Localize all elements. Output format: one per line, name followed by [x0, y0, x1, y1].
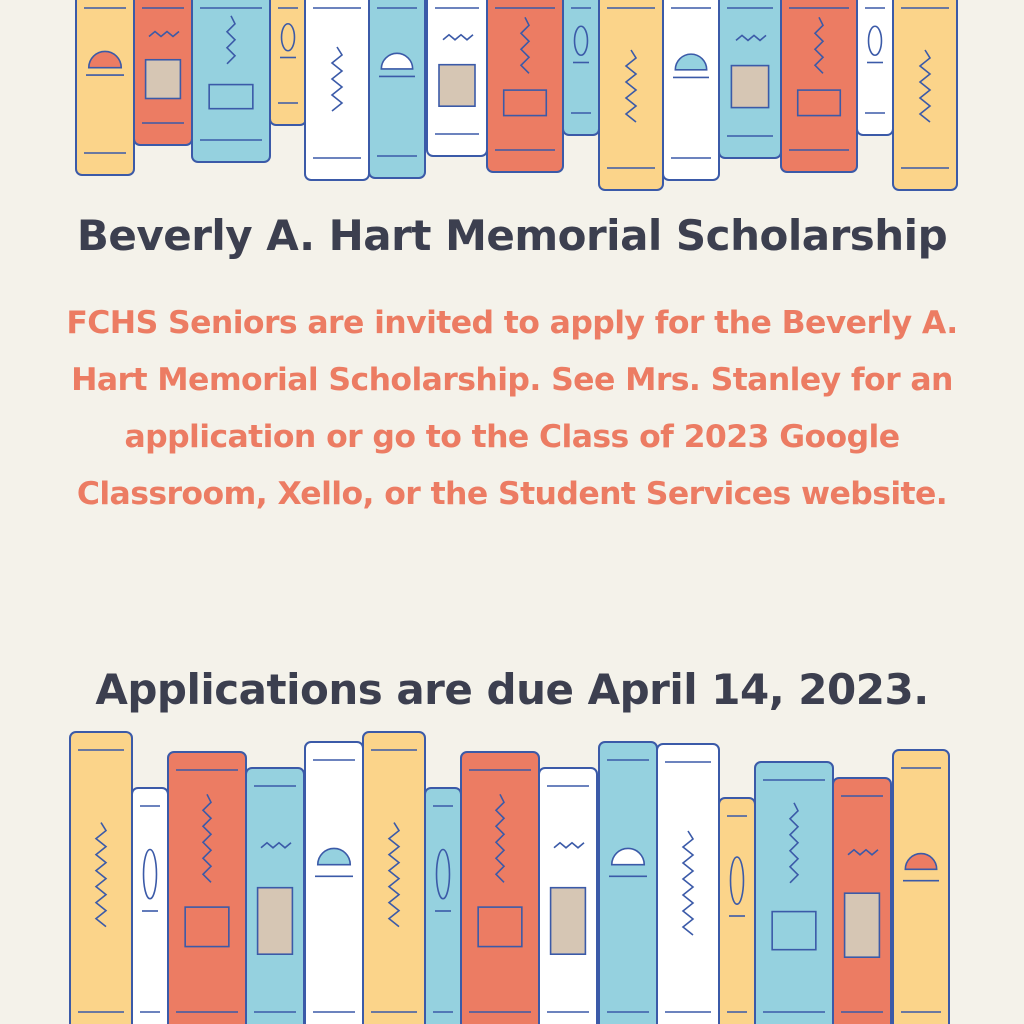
book-spine [719, 0, 781, 158]
book-spine [246, 768, 304, 1024]
book-spine [539, 768, 597, 1024]
book-spine [857, 0, 893, 135]
book-spine [270, 0, 306, 125]
page-title: Beverly A. Hart Memorial Scholarship [76, 211, 948, 260]
book-spine [132, 788, 168, 1024]
book-spine [657, 744, 719, 1024]
top-books-svg [0, 0, 1024, 195]
book-spine [755, 762, 833, 1024]
book-spine [425, 788, 461, 1024]
book-spine [363, 732, 425, 1024]
book-spine [833, 778, 891, 1024]
top-books-illustration [0, 0, 1024, 195]
book-spine [487, 0, 563, 172]
bottom-books-illustration [0, 728, 1024, 1024]
book-spine [305, 0, 369, 180]
book-spine [134, 0, 192, 145]
book-spine [663, 0, 719, 180]
book-spine [461, 752, 539, 1024]
book-spine [893, 750, 949, 1024]
book-spine [563, 0, 599, 135]
book-spine [781, 0, 857, 172]
body-text: FCHS Seniors are invited to apply for the Beverly A. Hart Memorial Scholarship. See Mrs. Stanley for an application or go to the Class of 2023 Google Classroom, Xello, or the Student Services website. [66, 305, 958, 512]
book-spine [893, 0, 957, 190]
book-spine [70, 732, 132, 1024]
due-date-text: Applications are due April 14, 2023. [95, 665, 929, 714]
book-spine [305, 742, 363, 1024]
book-spine [599, 0, 663, 190]
book-spine [427, 0, 487, 156]
book-spine [599, 742, 657, 1024]
book-spine [76, 0, 134, 175]
book-spine [369, 0, 425, 178]
bottom-books-svg [0, 728, 1024, 1024]
book-spine [168, 752, 246, 1024]
book-spine [719, 798, 755, 1024]
book-spine [192, 0, 270, 162]
